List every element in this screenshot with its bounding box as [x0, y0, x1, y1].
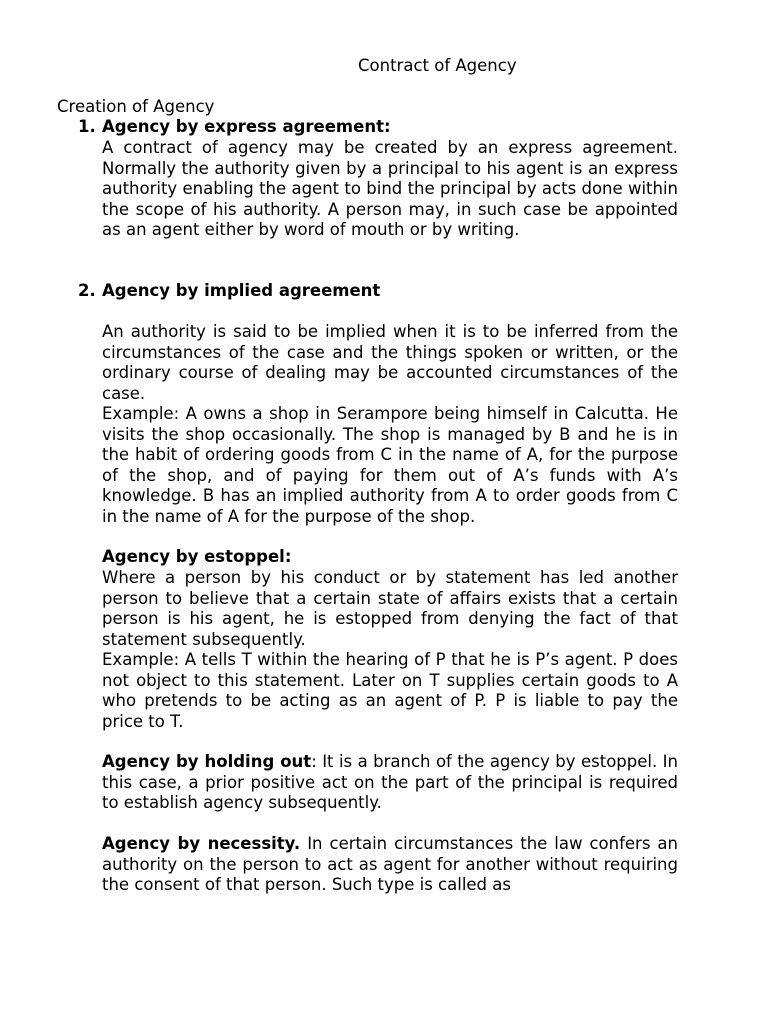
estoppel-example: Example: A tells T within the hearing of P that he is P’s agent. P does not object to this statement. Later on T supplies certain goods to A who pretends to be acting as an agent of P. P is liable to pay the price to T.	[102, 650, 678, 731]
section-heading: Creation of Agency	[57, 97, 215, 116]
item2-example: Example: A owns a shop in Serampore being himself in Calcutta. He visits the shop occasionally. The shop is managed by B and he is in the habit of ordering goods from C in the name of A, for the purpose of the shop, and of paying for them out of A’s funds with A’s knowledge. B has an implied authority from A to order goods from C in the name of A for the purpose of the shop.	[102, 404, 678, 526]
document-title: Contract of Agency	[358, 56, 517, 75]
item1-body: A contract of agency may be created by an express agreement. Normally the authority given by a principal to his agent is an express authority enabling the agent to bind the principal by acts done within the scope of his authority. A person may, in such case be appointed as an agent either by word of mouth or by writing.	[102, 138, 678, 239]
item1-number: 1.	[78, 117, 96, 136]
item2-number: 2.	[78, 281, 96, 300]
item2-body: An authority is said to be implied when it is to be inferred from the circumstances of the case and the things spoken or written, or the ordinary course of dealing may be accounted circumstances of the case.	[102, 322, 678, 403]
holding-out-paragraph	[102, 752, 678, 814]
estoppel-heading: Agency by estoppel:	[102, 547, 292, 566]
item2-heading-text: Agency by implied agreement	[102, 281, 381, 300]
necessity-body: In certain circumstances the law confers an authority on the person to act as agent for another without requiring the consent of that person. Such type is called as	[102, 834, 678, 894]
estoppel-body: Where a person by his conduct or by statement has led another person to believe that a certain state of affairs exists that a certain person is his agent, he is estopped from denying the fact of that statement subsequently.	[102, 568, 678, 649]
item1-heading-text: Agency by express agreement:	[102, 117, 391, 136]
holding-out-body: : It is a branch of the agency by estoppel. In this case, a prior positive act on the part of the principal is required to establish agency subsequently.	[102, 752, 678, 812]
holding-out-heading: Agency by holding out	[102, 752, 312, 771]
necessity-heading: Agency by necessity.	[102, 834, 301, 853]
necessity-paragraph	[102, 834, 678, 896]
